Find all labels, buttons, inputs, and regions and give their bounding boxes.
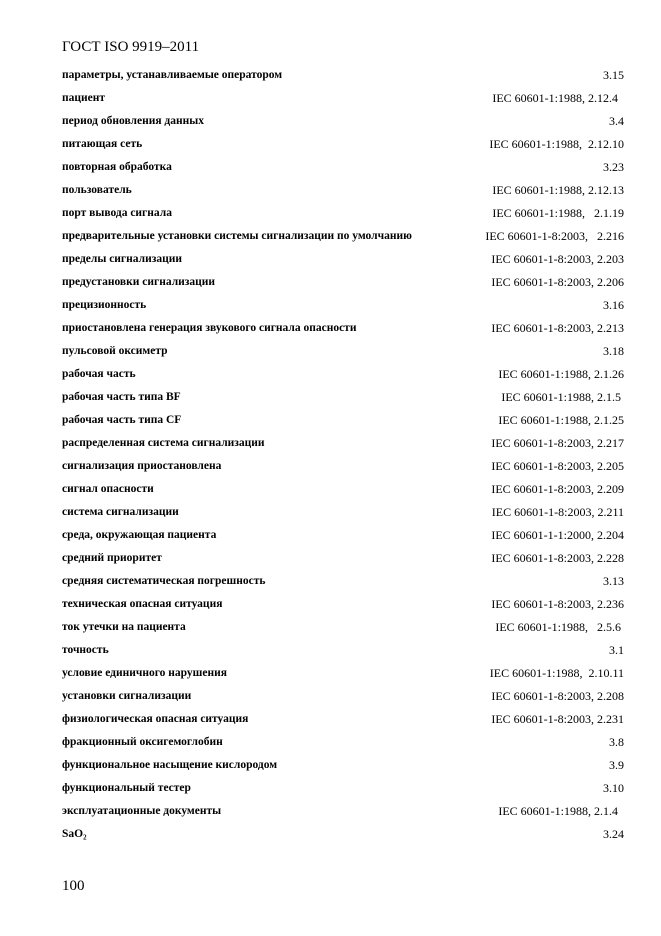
index-reference: IEC 60601-1:1988, 2.5.6 [495,620,624,634]
index-term: средняя систематическая погрешность [62,575,266,587]
index-reference: IEC 60601-1:1988, 2.1.26 [498,367,624,381]
index-entry [62,434,624,457]
index-term: период обновления данных [62,115,204,127]
index-term: пределы сигнализации [62,253,182,265]
index-reference: IEC 60601-1-8:2003, 2.231 [491,712,624,726]
index-reference: IEC 60601-1-8:2003, 2.216 [485,229,624,243]
index-entry [62,641,624,664]
index-entry [62,411,624,434]
index-entry [62,365,624,388]
index-reference: IEC 60601-1:1988, 2.12.10 [489,137,624,151]
index-term: физиологическая опасная ситуация [62,713,249,725]
index-reference: 3.1 [609,643,624,657]
index-entry [62,273,624,296]
index-term: пациент [62,92,106,104]
index-term: повторная обработка [62,161,172,173]
index-term: предварительные установки системы сигнализации по умолчанию [62,230,412,242]
index-reference: IEC 60601-1-8:2003, 2.209 [491,482,624,496]
index-entry [62,388,624,411]
index-reference: 3.18 [603,344,624,358]
index-entry [62,342,624,365]
index-entry [62,710,624,733]
index-entry [62,595,624,618]
index-term: распределенная система сигнализации [62,437,265,449]
index-entry [62,66,624,89]
index-reference: 3.15 [603,68,624,82]
index-reference: IEC 60601-1-8:2003, 2.236 [491,597,624,611]
index-entry [62,250,624,273]
index-reference: IEC 60601-1:1988, 2.1.19 [492,206,624,220]
index-reference: IEC 60601-1-8:2003, 2.217 [491,436,624,450]
index-term: средний приоритет [62,552,162,564]
index-reference: 3.23 [603,160,624,174]
index-reference: 3.16 [603,298,624,312]
page-header: ГОСТ ISO 9919–2011 [62,39,200,55]
index-term: рабочая часть типа CF [62,414,182,426]
index-entry [62,756,624,779]
index-reference: 3.10 [603,781,624,795]
index-reference: IEC 60601-1-8:2003, 2.205 [491,459,624,473]
index-entry [62,549,624,572]
term-index-list [62,66,624,848]
index-term: среда, окружающая пациента [62,529,217,541]
index-entry [62,733,624,756]
index-term: фракционный оксигемоглобин [62,736,223,748]
index-reference: IEC 60601-1:1988, 2.10.11 [489,666,624,680]
index-reference: 3.8 [609,735,624,749]
index-term: питающая сеть [62,138,143,150]
index-term: предустановки сигнализации [62,276,216,288]
index-entry [62,687,624,710]
index-entry [62,480,624,503]
index-term: точность [62,644,109,656]
index-entry [62,89,624,112]
index-reference: IEC 60601-1:1988, 2.12.13 [492,183,624,197]
index-term: система сигнализации [62,506,179,518]
index-entry [62,779,624,802]
index-term: техническая опасная ситуация [62,598,223,610]
index-term: пользователь [62,184,132,196]
index-term: пульсовой оксиметр [62,345,168,357]
index-term: функциональный тестер [62,782,191,794]
index-reference: IEC 60601-1:1988, 2.1.5 [501,390,624,404]
index-entry [62,319,624,342]
index-reference: 3.13 [603,574,624,588]
index-term: эксплуатационные документы [62,805,222,817]
index-term: параметры, устанавливаемые оператором [62,69,283,81]
index-reference: IEC 60601-1-8:2003, 2.211 [491,505,624,519]
index-entry [62,526,624,549]
index-reference: IEC 60601-1-8:2003, 2.228 [491,551,624,565]
index-term: рабочая часть [62,368,136,380]
index-entry [62,572,624,595]
index-reference: IEC 60601-1-1:2000, 2.204 [491,528,624,542]
index-entry [62,296,624,319]
index-reference: IEC 60601-1-8:2003, 2.208 [491,689,624,703]
index-reference: IEC 60601-1:1988, 2.1.4 [498,804,624,818]
index-entry [62,618,624,641]
index-term: рабочая часть типа BF [62,391,181,403]
index-entry [62,664,624,687]
index-entry [62,158,624,181]
index-entry [62,135,624,158]
index-term: установки сигнализации [62,690,192,702]
index-entry [62,802,624,825]
index-entry [62,457,624,480]
index-term: функциональное насыщение кислородом [62,759,278,771]
index-reference: IEC 60601-1-8:2003, 2.213 [491,321,624,335]
index-term: SaO₂ [62,828,87,840]
index-reference: IEC 60601-1-8:2003, 2.203 [491,252,624,266]
index-term: прецизионность [62,299,147,311]
index-reference: IEC 60601-1:1988, 2.12.4 [492,91,624,105]
index-reference: 3.9 [609,758,624,772]
index-reference: 3.4 [609,114,624,128]
index-entry [62,204,624,227]
index-term: ток утечки на пациента [62,621,186,633]
index-entry [62,112,624,135]
page-number: 100 [62,878,85,894]
index-term: условие единичного нарушения [62,667,227,679]
index-reference: IEC 60601-1-8:2003, 2.206 [491,275,624,289]
index-term: сигнал опасности [62,483,154,495]
index-entry [62,181,624,204]
index-term: приостановлена генерация звукового сигнала опасности [62,322,357,334]
index-entry [62,227,624,250]
index-entry [62,503,624,526]
index-term: порт вывода сигнала [62,207,172,219]
index-entry [62,825,624,848]
index-reference: IEC 60601-1:1988, 2.1.25 [498,413,624,427]
index-reference: 3.24 [603,827,624,841]
index-term: сигнализация приостановлена [62,460,222,472]
